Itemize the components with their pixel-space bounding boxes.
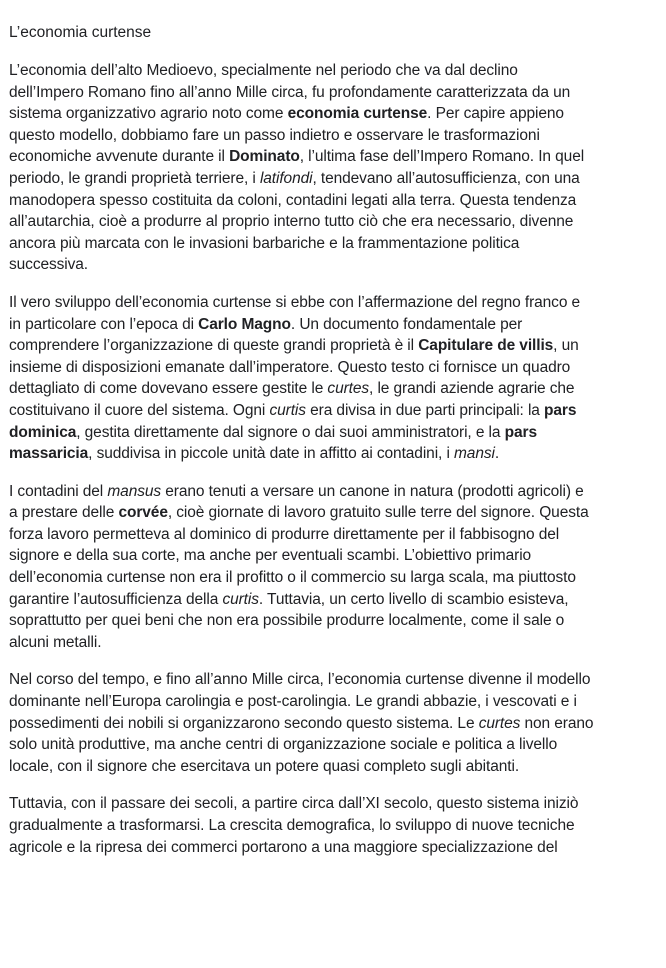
text-line — [9, 211, 659, 233]
text-run: garantire l’autosufficienza della — [9, 590, 223, 608]
text-line — [9, 545, 659, 567]
text-line — [9, 357, 659, 379]
text-run: locale, con il signore che esercitava un potere quasi completo sugli abitanti. — [9, 757, 520, 775]
text-run: . Per capire appieno — [427, 105, 564, 123]
italic-term: latifondi — [259, 169, 313, 187]
text-run: dell’economia curtense non era il profitto o il commercio su larga scala, ma piuttosto — [9, 569, 576, 587]
text-line — [9, 837, 659, 859]
text-line — [9, 589, 659, 611]
text-line — [9, 756, 659, 778]
italic-term: curtis — [222, 590, 259, 608]
italic-term: curtes — [327, 380, 370, 398]
text-line — [9, 443, 659, 465]
text-run: soprattutto per quei beni che non era possibile produrre localmente, come il sale o — [9, 612, 565, 630]
document-page — [9, 22, 659, 874]
italic-term: mansi — [454, 445, 495, 463]
text-run: , tendevano all’autosufficienza, con una — [312, 169, 580, 187]
text-run: solo unità produttive, ma anche centri di organizzazione sociale e politica a livello — [9, 736, 558, 754]
document-body — [9, 60, 659, 858]
text-line — [9, 713, 659, 735]
text-run: economiche avvenute durante il — [9, 148, 230, 166]
text-line — [9, 60, 659, 82]
text-run: a prestare delle — [9, 504, 119, 522]
text-run: , un — [553, 337, 579, 355]
text-run: L’economia dell’alto Medioevo, specialmente nel periodo che va dal declino — [9, 62, 518, 79]
text-line — [9, 793, 659, 815]
paragraph — [9, 793, 659, 858]
text-run: erano tenuti a versare un canone in natura (prodotti agricoli) e — [161, 482, 584, 500]
text-run: dettagliato di come dovevano essere gestite le — [9, 380, 328, 398]
text-line — [9, 815, 659, 837]
text-line — [9, 233, 659, 255]
text-line — [9, 378, 659, 400]
text-run: comprendere l’organizzazione di queste grandi proprietà è il — [9, 337, 419, 355]
text-line — [9, 524, 659, 546]
text-line — [9, 314, 659, 336]
text-run: gradualmente a trasformarsi. La crescita demografica, lo sviluppo di nuove tecniche — [9, 817, 575, 834]
text-run: insieme di disposizioni emanate dall’imperatore. Questo testo ci fornisce un quadro — [9, 358, 571, 376]
text-run: era divisa in due parti principali: la — [305, 401, 545, 419]
text-line — [9, 610, 659, 632]
text-line — [9, 125, 659, 147]
italic-term: mansus — [107, 482, 162, 500]
text-run: Tuttavia, con il passare dei secoli, a partire circa dall’XI secolo, questo sistema iniziò — [9, 795, 579, 813]
text-line — [9, 481, 659, 503]
bold-term: Dominato — [229, 148, 300, 166]
paragraph — [9, 669, 659, 777]
text-line — [9, 254, 659, 276]
text-run: agricole e la ripresa dei commerci portarono a una maggiore specializzazione del — [9, 838, 558, 856]
text-run: , suddivisa in piccole unità date in affitto ai contadini, i — [88, 445, 454, 463]
text-run: dominante nell’Europa carolingia e post-carolingia. Le grandi abbazie, i vescovati e i — [9, 693, 577, 711]
paragraph — [9, 481, 659, 654]
bold-term: massaricia — [9, 445, 89, 463]
paragraph — [9, 60, 659, 276]
text-line — [9, 82, 659, 104]
bold-term: corvée — [118, 504, 168, 522]
text-line — [9, 335, 659, 357]
text-run: forza lavoro permetteva al dominico di produrre direttamente per il fabbisogno del — [9, 525, 560, 543]
text-run: , le grandi aziende agrarie che — [369, 380, 575, 398]
text-run: all’autarchia, cioè a produrre al proprio interno tutto ciò che era necessario, divenne — [9, 213, 574, 231]
text-run: costituivano il cuore del sistema. Ogni — [9, 401, 270, 419]
text-run: successiva. — [9, 256, 89, 274]
text-run: Nel corso del tempo, e fino all’anno Mille circa, l’economia curtense divenne il modello — [9, 671, 591, 689]
text-line — [9, 567, 659, 589]
text-run: . Tuttavia, un certo livello di scambio esisteva, — [258, 590, 569, 608]
paragraph — [9, 292, 659, 465]
bold-term: pars — [504, 423, 537, 441]
text-line — [9, 190, 659, 212]
text-line — [9, 422, 659, 444]
text-run: ancora più marcata con le invasioni barbariche e la frammentazione politica — [9, 234, 520, 252]
text-run: manodopera spesso costituita da coloni, contadini legati alla terra. Questa tendenza — [9, 191, 577, 209]
text-line — [9, 669, 659, 691]
text-run: signore e della sua corte, ma anche per eventuali scambi. L’obiettivo primario — [9, 547, 532, 565]
bold-term: Carlo Magno — [198, 315, 291, 333]
text-line — [9, 400, 659, 422]
text-run: in particolare con l’epoca di — [9, 315, 199, 333]
text-run: non erano — [520, 714, 594, 732]
text-run: questo modello, dobbiamo fare un passo indietro e osservare le trasformazioni — [9, 126, 540, 144]
bold-term: economia curtense — [287, 105, 428, 123]
text-line — [9, 502, 659, 524]
document-title: L’economia curtense — [9, 24, 152, 41]
italic-term: curtis — [269, 401, 306, 419]
text-run: Il vero sviluppo dell’economia curtense si ebbe con l’affermazione del regno franco e — [9, 293, 581, 311]
bold-term: dominica — [9, 423, 77, 441]
text-line — [9, 691, 659, 713]
text-line — [9, 146, 659, 168]
text-line — [9, 292, 659, 314]
italic-term: curtes — [478, 714, 521, 732]
text-run: dell’Impero Romano fino all’anno Mille circa, fu profondamente caratterizzata da un — [9, 83, 571, 101]
text-line — [9, 632, 659, 654]
text-run: periodo, le grandi proprietà terriere, i — [9, 169, 260, 187]
text-run: I contadini del — [9, 482, 108, 500]
text-run: possedimenti dei nobili si organizzarono secondo questo sistema. Le — [9, 714, 479, 732]
text-line — [9, 168, 659, 190]
bold-term: pars — [544, 401, 577, 419]
bold-term: Capitulare de villis — [418, 337, 554, 355]
text-line — [9, 734, 659, 756]
text-run: sistema organizzativo agrario noto come — [9, 105, 288, 123]
text-run: , l’ultima fase dell’Impero Romano. In quel — [299, 148, 585, 166]
text-run: alcuni metalli. — [9, 633, 102, 651]
text-run: , cioè giornate di lavoro gratuito sulle terre del signore. Questa — [167, 504, 589, 522]
text-run: . Un documento fondamentale per — [290, 315, 523, 333]
text-run: . — [494, 445, 500, 463]
text-run: , gestita direttamente dal signore o dai suoi amministratori, e la — [76, 423, 505, 441]
text-line — [9, 103, 659, 125]
